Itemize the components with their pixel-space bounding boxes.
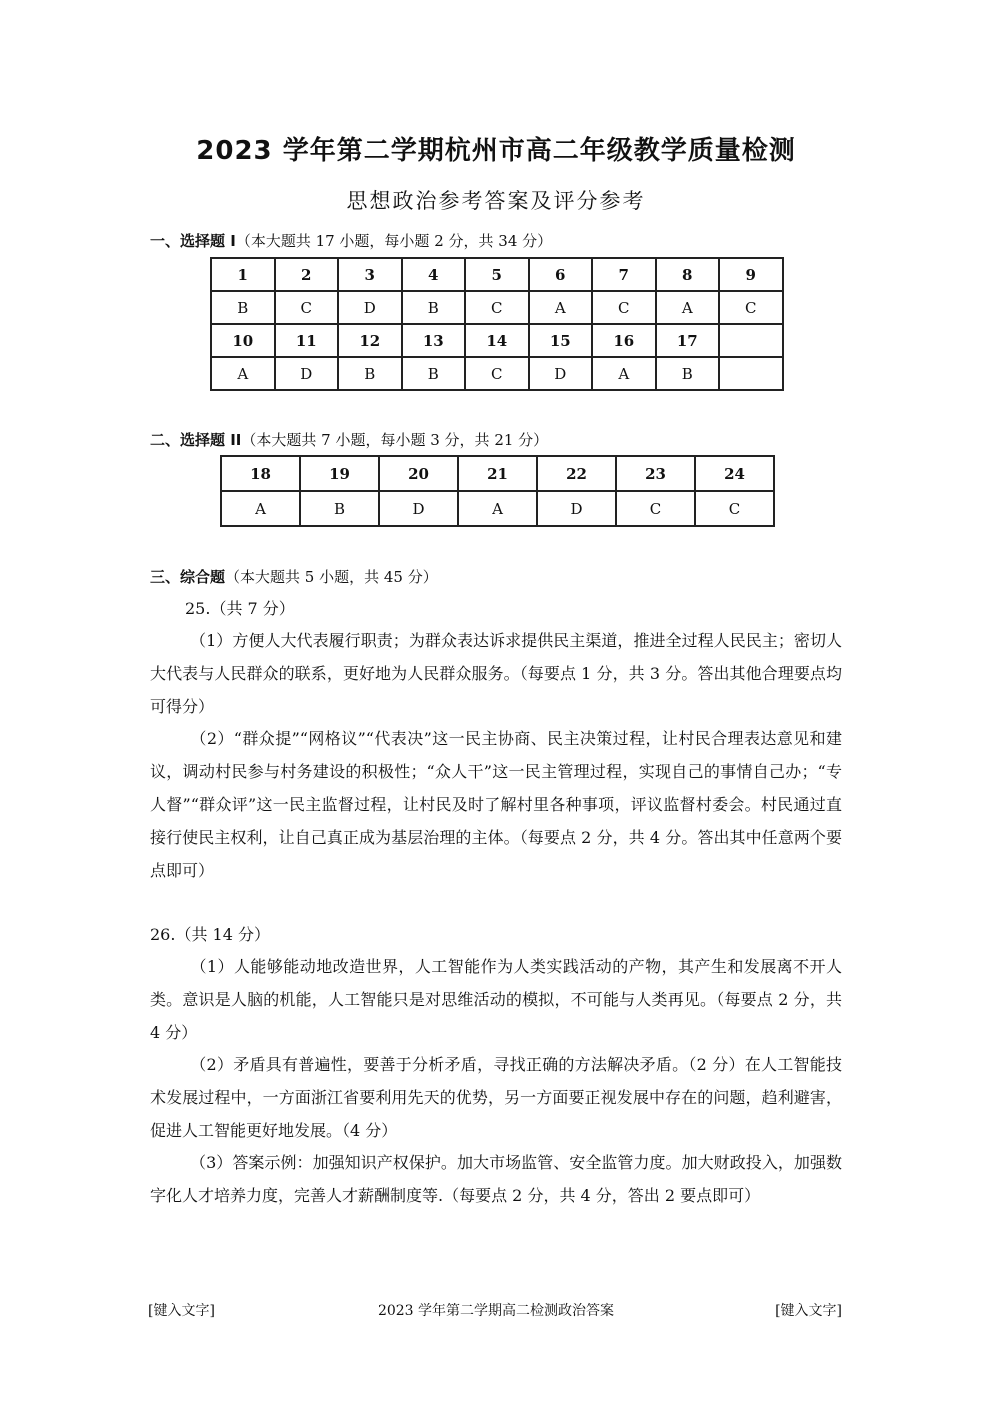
answer-cell: C xyxy=(592,291,656,324)
document-title: 2023 学年第二学期杭州市高二年级教学质量检测 xyxy=(196,136,796,166)
answer-cell: A xyxy=(656,291,720,324)
answer-cell: C xyxy=(616,491,695,526)
answer-table-1 xyxy=(210,257,784,391)
answer-cell: D xyxy=(529,357,593,390)
section3-heading xyxy=(150,566,438,587)
question-number: 16 xyxy=(592,324,656,357)
q26-heading: 26.（共 14 分） xyxy=(150,925,270,944)
q26-part1-text: （1）人能够能动地改造世界，人工智能作为人类实践活动的产物，其产生和发展离不开人类。意识是人脑的机能，人工智能只是对思维活动的模拟，不可能与人类再见。（每要点 2 分，共 4 分） xyxy=(150,957,842,1042)
section2-heading xyxy=(150,429,548,450)
answer-cell: D xyxy=(338,291,402,324)
question-number: 21 xyxy=(458,456,537,491)
question-number: 24 xyxy=(695,456,774,491)
answer-cell xyxy=(719,357,783,390)
question-number: 14 xyxy=(465,324,529,357)
answer-cell: C xyxy=(275,291,339,324)
q26-part2 xyxy=(150,1048,842,1147)
q25-part1 xyxy=(150,624,842,723)
question-number: 1 xyxy=(211,258,275,291)
answer-cell: B xyxy=(402,291,466,324)
section2-desc: （本大题共 7 小题，每小题 3 分，共 21 分） xyxy=(241,431,549,449)
answer-cell: B xyxy=(402,357,466,390)
section1-label: 一、选择题 I xyxy=(150,232,236,250)
q26-part1 xyxy=(150,950,842,1049)
section3-desc: （本大题共 5 小题，共 45 分） xyxy=(225,568,438,586)
answer-cell: D xyxy=(379,491,458,526)
question-number: 23 xyxy=(616,456,695,491)
answer-cell: B xyxy=(300,491,379,526)
answer-cell: A xyxy=(211,357,275,390)
table-row xyxy=(211,324,783,357)
answer-cell: C xyxy=(465,291,529,324)
question-number: 19 xyxy=(300,456,379,491)
question-number: 10 xyxy=(211,324,275,357)
footer-left: [键入文字] xyxy=(148,1303,215,1319)
question-number: 17 xyxy=(656,324,720,357)
answer-cell: C xyxy=(719,291,783,324)
answer-cell: D xyxy=(537,491,616,526)
answer-table-2 xyxy=(220,455,775,527)
section1-heading xyxy=(150,230,552,251)
footer-center: 2023 学年第二学期高二检测政治答案 xyxy=(377,1303,615,1319)
q26-part3-text: （3）答案示例：加强知识产权保护。加大市场监管、安全监管力度。加大财政投入，加强数字化人才培养力度，完善人才薪酬制度等.（每要点 2 分，共 4 分，答出 2 要点即可） xyxy=(150,1153,842,1205)
question-number: 15 xyxy=(529,324,593,357)
q25-part2-text: （2）“群众提”“网格议”“代表决”这一民主协商、民主决策过程，让村民合理表达意见和建议，调动村民参与村务建设的积极性；“众人干”这一民主管理过程，实现自己的事情自己办；“专人督”“群众评”这一民主监督过程，让村民及时了解村里各种事项，评议监督村委会。村民通过直接行使民主权利，让自己真正成为基层治理的主体。（每要点 2 分，共 4 分。答出其中任意两个要点即可） xyxy=(150,729,842,880)
section3-label: 三、综合题 xyxy=(150,568,226,586)
question-number: 18 xyxy=(221,456,300,491)
q26-part3 xyxy=(150,1146,842,1212)
answer-cell: A xyxy=(458,491,537,526)
table-row xyxy=(211,357,783,390)
question-number: 4 xyxy=(402,258,466,291)
answer-cell: B xyxy=(338,357,402,390)
answer-cell: B xyxy=(656,357,720,390)
question-number: 6 xyxy=(529,258,593,291)
question-number: 9 xyxy=(719,258,783,291)
question-number: 2 xyxy=(275,258,339,291)
question-number: 3 xyxy=(338,258,402,291)
q26-part2-text: （2）矛盾具有普遍性，要善于分析矛盾，寻找正确的方法解决矛盾。（2 分）在人工智能技术发展过程中，一方面浙江省要利用先天的优势，另一方面要正视发展中存在的问题，趋利避害，促进人工智能更好地发展。（4 分） xyxy=(150,1055,842,1140)
section2-label: 二、选择题 II xyxy=(150,431,242,449)
question-number: 12 xyxy=(338,324,402,357)
answer-cell: A xyxy=(529,291,593,324)
table-row xyxy=(211,291,783,324)
question-number: 20 xyxy=(379,456,458,491)
answer-cell: C xyxy=(465,357,529,390)
table-row xyxy=(221,491,774,526)
footer-right: [键入文字] xyxy=(775,1303,842,1319)
q25-part1-text: （1）方便人大代表履行职责；为群众表达诉求提供民主渠道，推进全过程人民民主；密切人大代表与人民群众的联系，更好地为人民群众服务。（每要点 1 分，共 3 分。答出其他合理要点均可得分） xyxy=(150,631,842,716)
question-number: 7 xyxy=(592,258,656,291)
question-number xyxy=(719,324,783,357)
question-number: 13 xyxy=(402,324,466,357)
answer-cell: C xyxy=(695,491,774,526)
table-row xyxy=(221,456,774,491)
question-number: 5 xyxy=(465,258,529,291)
answer-cell: B xyxy=(211,291,275,324)
table-row xyxy=(211,258,783,291)
document-subtitle: 思想政治参考答案及评分参考 xyxy=(346,189,646,213)
question-number: 22 xyxy=(537,456,616,491)
q25-heading: 25.（共 7 分） xyxy=(185,599,295,618)
question-number: 8 xyxy=(656,258,720,291)
answer-cell: D xyxy=(275,357,339,390)
answer-cell: A xyxy=(592,357,656,390)
answer-cell: A xyxy=(221,491,300,526)
question-number: 11 xyxy=(275,324,339,357)
section1-desc: （本大题共 17 小题，每小题 2 分，共 34 分） xyxy=(235,232,553,250)
q25-part2 xyxy=(150,722,842,887)
